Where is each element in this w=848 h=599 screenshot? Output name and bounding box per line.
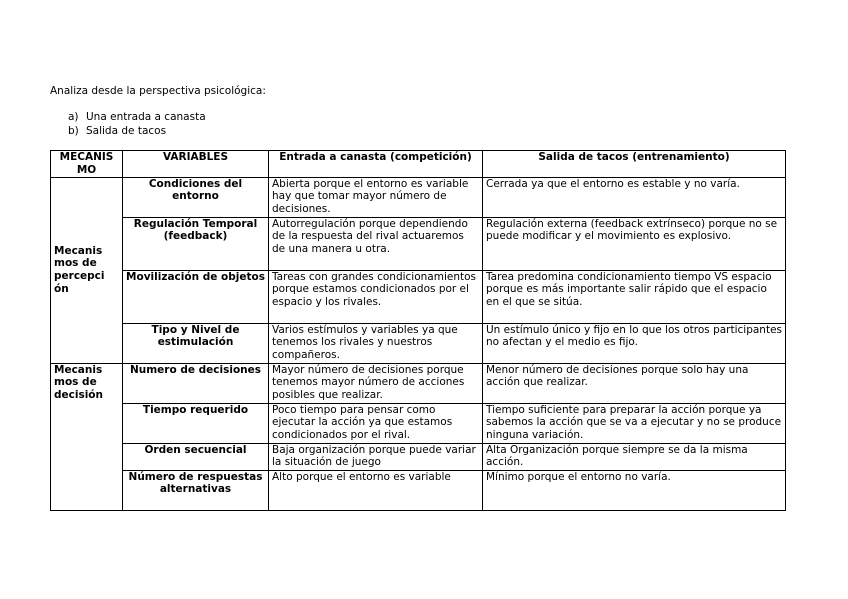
variable-cell: Numero de decisiones [123,363,269,403]
entrada-cell: Abierta porque el entorno es variable hay que tomar mayor número de decisiones. [269,177,483,217]
entrada-cell: Varios estímulos y variables ya que tenemos los rivales y nuestros compañeros. [269,323,483,363]
table-row [51,403,786,443]
list-item-text: Salida de tacos [86,125,167,137]
salida-cell: Cerrada ya que el entorno es estable y no varía. [483,177,786,217]
variable-cell: Orden secuencial [123,443,269,470]
table-row [51,470,786,510]
header-salida: Salida de tacos (entrenamiento) [483,151,786,178]
salida-cell: Un estímulo único y fijo en lo que los otros participantes no afectan y el medio es fijo. [483,323,786,363]
entrada-cell: Autorregulación porque dependiendo de la respuesta del rival actuaremos de una manera u otra. [269,217,483,270]
salida-cell: Tarea predomina condicionamiento tiempo VS espacio porque es más importante salir rápido que el espacio en el que se sitúa. [483,270,786,323]
variable-cell: Tiempo requerido [123,403,269,443]
table-row [51,363,786,403]
salida-cell: Alta Organización porque siempre se da la misma acción. [483,443,786,470]
variable-cell: Número de respuestas alternativas [123,470,269,510]
entrada-cell: Alto porque el entorno es variable [269,470,483,510]
entrada-cell: Poco tiempo para pensar como ejecutar la acción ya que estamos condicionados por el rival. [269,403,483,443]
header-entrada: Entrada a canasta (competición) [269,151,483,178]
salida-cell: Regulación externa (feedback extrínseco) porque no se puede modificar y el movimiento es explosivo. [483,217,786,270]
list-item [68,124,206,138]
table-row [51,443,786,470]
header-mecanismo: MECANIS MO [51,151,123,178]
variable-cell: Tipo y Nivel de estimulación [123,323,269,363]
entrada-cell: Mayor número de decisiones porque tenemos mayor número de acciones posibles que realizar. [269,363,483,403]
table-row [51,217,786,270]
mechanism-percepcion: Mecanis mos de percepci ón [51,177,123,363]
list-item [68,110,206,124]
salida-cell: Menor número de decisiones porque solo hay una acción que realizar. [483,363,786,403]
table-row [51,177,786,217]
list-item-text: Una entrada a canasta [86,111,206,123]
header-variables: VARIABLES [123,151,269,178]
entrada-cell: Tareas con grandes condicionamientos porque estamos condicionados por el espacio y los rivales. [269,270,483,323]
list-marker: b) [68,125,79,137]
mechanism-decision: Mecanis mos de decisión [51,363,123,510]
table-header-row [51,151,786,178]
table-row [51,323,786,363]
entrada-cell: Baja organización porque puede variar la situación de juego [269,443,483,470]
variable-cell: Condiciones del entorno [123,177,269,217]
list-marker: a) [68,111,79,123]
table-row [51,270,786,323]
intro-text: Analiza desde la perspectiva psicológica: [50,85,266,97]
salida-cell: Tiempo suficiente para preparar la acción porque ya sabemos la acción que se va a ejecutar y no se produce ninguna variación. [483,403,786,443]
salida-cell: Mínimo porque el entorno no varía. [483,470,786,510]
variable-cell: Movilización de objetos [123,270,269,323]
analysis-table [50,150,786,511]
task-list [68,110,206,138]
variable-cell: Regulación Temporal (feedback) [123,217,269,270]
